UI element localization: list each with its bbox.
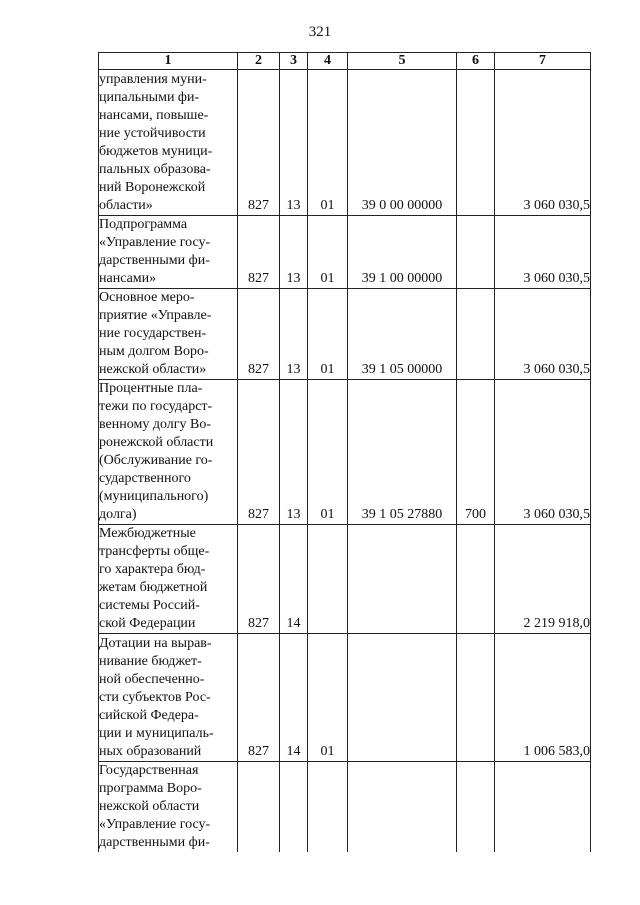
cell-ministry-code: 827 [238, 634, 280, 762]
cell-expense-type [457, 289, 495, 380]
cell-subsection [308, 525, 348, 634]
cell-section: 13 [280, 216, 308, 289]
row-description: Основное меро- приятие «Управле- ние государствен- ным долгом Воро- нежской области» [99, 289, 238, 380]
cell-ministry-code: 827 [238, 525, 280, 634]
column-header-5: 5 [348, 53, 457, 70]
cell-expense-type [457, 525, 495, 634]
cell-amount: 3 060 030,5 [495, 289, 591, 380]
table-row [99, 525, 591, 634]
cell-subsection: 01 [308, 380, 348, 525]
row-description: Государственная программа Воро- нежской области «Управление госу- дарственными фи- [99, 762, 238, 853]
table-row [99, 762, 591, 853]
table-header-row [99, 53, 591, 70]
cell-amount: 3 060 030,5 [495, 216, 591, 289]
cell-section: 14 [280, 525, 308, 634]
column-header-2: 2 [238, 53, 280, 70]
table-row [99, 289, 591, 380]
cell-section: 13 [280, 380, 308, 525]
cell-target-article [348, 525, 457, 634]
column-header-4: 4 [308, 53, 348, 70]
cell-amount [495, 762, 591, 853]
cell-target-article: 39 0 00 00000 [348, 70, 457, 216]
cell-target-article [348, 762, 457, 853]
cell-expense-type: 700 [457, 380, 495, 525]
row-description: Подпрограмма «Управление госу- дарственными фи- нансами» [99, 216, 238, 289]
cell-section [280, 762, 308, 853]
column-header-7: 7 [495, 53, 591, 70]
cell-section: 13 [280, 289, 308, 380]
cell-ministry-code: 827 [238, 216, 280, 289]
cell-subsection: 01 [308, 634, 348, 762]
cell-expense-type [457, 762, 495, 853]
cell-section: 14 [280, 634, 308, 762]
cell-expense-type [457, 634, 495, 762]
cell-expense-type [457, 216, 495, 289]
cell-ministry-code [238, 762, 280, 853]
column-header-6: 6 [457, 53, 495, 70]
cell-target-article: 39 1 05 27880 [348, 380, 457, 525]
cell-target-article: 39 1 00 00000 [348, 216, 457, 289]
row-description: управления муни- ципальными фи- нансами, повыше- ние устойчивости бюджетов муници- пальных образова- ний Воронежской области» [99, 70, 238, 216]
page-number: 321 [308, 24, 332, 40]
cell-amount: 1 006 583,0 [495, 634, 591, 762]
row-description: Межбюджетные трансферты обще- го характера бюд- жетам бюджетной системы Россий- ской Федерации [99, 525, 238, 634]
cell-ministry-code: 827 [238, 289, 280, 380]
cell-target-article [348, 634, 457, 762]
cell-subsection [308, 762, 348, 853]
cell-ministry-code: 827 [238, 380, 280, 525]
cell-section: 13 [280, 70, 308, 216]
budget-table [98, 52, 591, 852]
row-description: Процентные пла- тежи по государст- венному долгу Во- ронежской области (Обслуживание го- сударственного (муниципального) долга) [99, 380, 238, 525]
cell-amount: 3 060 030,5 [495, 70, 591, 216]
table-row [99, 634, 591, 762]
column-header-3: 3 [280, 53, 308, 70]
cell-ministry-code: 827 [238, 70, 280, 216]
cell-target-article: 39 1 05 00000 [348, 289, 457, 380]
cell-amount: 2 219 918,0 [495, 525, 591, 634]
row-description: Дотации на вырав- нивание бюджет- ной обеспеченно- сти субъектов Рос- сийской Федера- ции и муниципаль- ных образований [99, 634, 238, 762]
table-row [99, 216, 591, 289]
column-header-1: 1 [99, 53, 238, 70]
table-row [99, 70, 591, 216]
cell-subsection: 01 [308, 70, 348, 216]
cell-amount: 3 060 030,5 [495, 380, 591, 525]
table-row [99, 380, 591, 525]
cell-subsection: 01 [308, 216, 348, 289]
cell-subsection: 01 [308, 289, 348, 380]
cell-expense-type [457, 70, 495, 216]
